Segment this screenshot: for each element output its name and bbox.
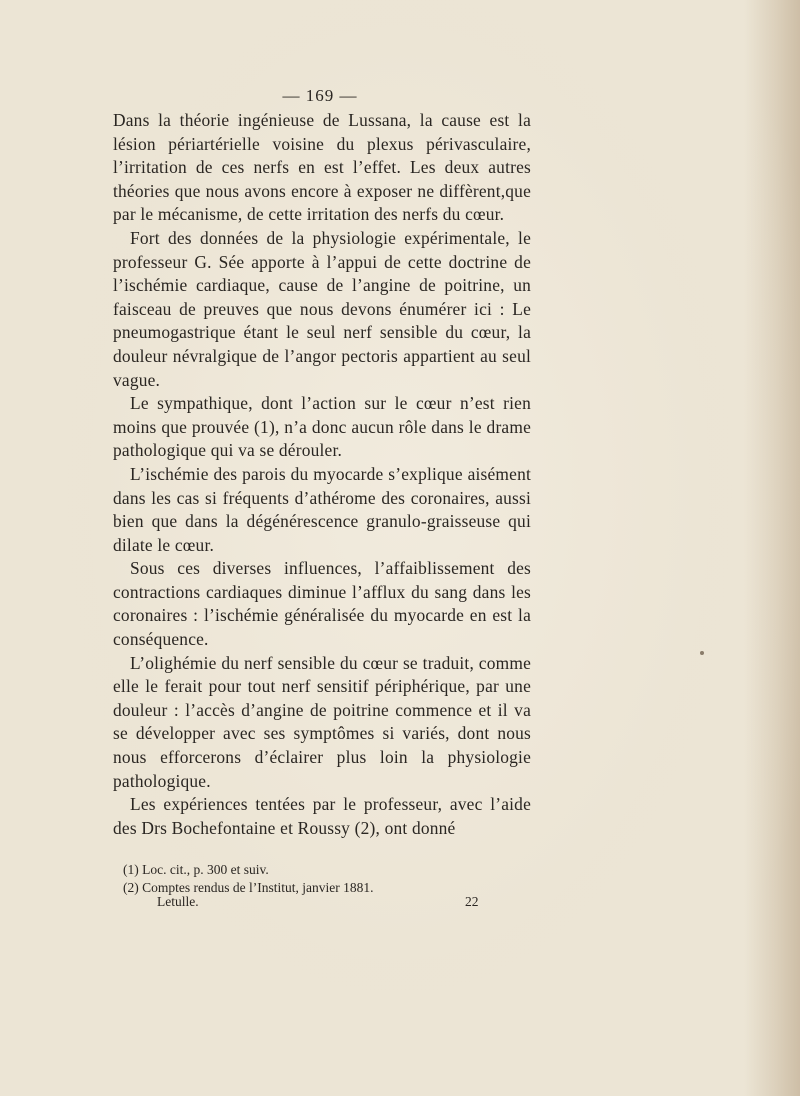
signature-number: 22 [465, 894, 479, 909]
paragraph-3: Le sympathique, dont l’action sur le cœur n’est rien moins que prouvée (1), n’a donc aucun rôle dans le drame pathologique qui va se dérouler. [113, 393, 531, 461]
signature-author: Letulle. [157, 894, 199, 909]
paragraph-6: L’olighémie du nerf sensible du cœur se traduit, comme elle le ferait pour tout nerf sensitif périphérique, par une douleur : l’accès d’angine de poitrine commence et il va se développer avec ses symptômes si variés, dont nous nous efforcerons d’éclairer plus loin la physiologie pathologique. [113, 652, 531, 791]
paragraph-4: L’ischémie des parois du myocarde s’explique aisément dans les cas si fréquents d’athérome des coronaires, aussi bien que dans la dégénérescence granulo-graisseuse qui dilate le cœur. [113, 463, 531, 555]
page-number: — 169 — [282, 86, 358, 105]
paragraph-7: Les expériences tentées par le professeur, avec l’aide des Drs Bochefontaine et Roussy (2), ont donné [113, 794, 531, 838]
paragraph-1: Dans la théorie ingénieuse de Lussana, la cause est la lésion périartérielle voisine du plexus périvasculaire, l’irritation de ces nerfs en est l’effet. Les deux autres théories que nous avons encore à exposer ne diffèrent,que par le mécanisme, de cette irritation des nerfs du cœur. [113, 110, 531, 225]
footnote-2: (2) Comptes rendus de l’Institut, janvier 1881. [123, 880, 374, 895]
paragraph-5: Sous ces diverses influences, l’affaiblissement des contractions cardiaques diminue l’afflux du sang dans les coronaires : l’ischémie généralisée du myocarde en est la conséquence. [113, 558, 531, 650]
body-text [113, 109, 531, 840]
footnote-1: (1) Loc. cit., p. 300 et suiv. [123, 862, 269, 877]
paragraph-2: Fort des données de la physiologie expérimentale, le professeur G. Sée apporte à l’appui de cette doctrine de l’ischémie cardiaque, cause de l’angine de poitrine, un faisceau de preuves que nous devons énumérer ici : Le pneumogastrique étant le seul nerf sensible du cœur, la douleur névralgique de l’angor pectoris appartient au seul vague. [113, 227, 531, 390]
ink-speck [700, 651, 704, 655]
footnotes [123, 861, 523, 897]
